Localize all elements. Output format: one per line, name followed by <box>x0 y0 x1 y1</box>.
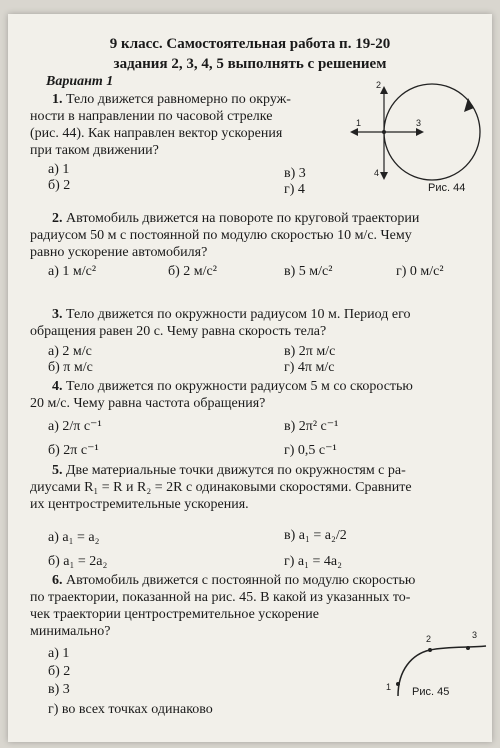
question-text: Тело движется по окружности радиусом 10 м. Период его <box>66 307 411 322</box>
answer-option: а) a₁ = a₂ <box>48 530 100 545</box>
question-text: Автомобиль движется на повороте по круговой траектории <box>66 211 420 226</box>
question-text: по траектории, показанной на рис. 45. В какой из указанных то- <box>30 590 411 605</box>
answer-option: б) π м/с <box>48 360 93 375</box>
question-text: их центростремительные ускорения. <box>30 497 249 512</box>
answer-option: в) 2π м/с <box>284 344 336 359</box>
question-text: минимально? <box>30 624 111 639</box>
question-text: Тело движется по окружности радиусом 5 м со скоростью <box>66 379 413 394</box>
arrow-head-icon <box>416 128 424 136</box>
question-text: Автомобиль движется с постоянной по модулю скоростью <box>66 573 416 588</box>
answer-option: а) 1 <box>48 646 70 661</box>
answer-option: а) 2/π с⁻¹ <box>48 419 102 434</box>
figure-label: 2 <box>376 80 382 90</box>
question-number: 1. <box>52 92 63 107</box>
answer-option: в) a₁ = a₂/2 <box>284 528 347 543</box>
answer-option: а) 2 м/с <box>48 344 92 359</box>
answer-option: г) 4 <box>284 182 305 197</box>
figure-label: 1 <box>356 118 362 128</box>
trajectory-point <box>466 646 470 650</box>
figure-label: 2 <box>426 634 432 644</box>
question-text: Две материальные точки движутся по окружностям с ра- <box>66 463 406 478</box>
question-text: диусами R₁ = R и R₂ = 2R с одинаковыми скоростями. Сравните <box>30 480 412 495</box>
arrow-head-icon <box>380 172 388 180</box>
figure-label: 3 <box>472 630 478 640</box>
answer-option: б) 2 <box>48 664 71 679</box>
trajectory-point <box>396 682 400 686</box>
answer-option: а) 1 <box>48 162 70 177</box>
figure-label: 4 <box>374 168 380 178</box>
question-text: равно ускорение автомобиля? <box>30 245 208 260</box>
figure-label: 3 <box>416 118 422 128</box>
question-text: обращения равен 20 с. Чему равна скорость тела? <box>30 324 327 339</box>
body-point <box>382 130 386 134</box>
title-line-1: 9 класс. Самостоятельная работа п. 19-20 <box>109 36 391 52</box>
question-number: 4. <box>52 379 63 394</box>
title-line-2: задания 2, 3, 4, 5 выполнять с решением <box>113 56 387 72</box>
arrow-head-icon <box>350 128 358 136</box>
answer-option: б) a₁ = 2a₂ <box>48 554 108 569</box>
answer-option: г) во всех точках одинаково <box>48 702 213 717</box>
question-text: при таком движении? <box>30 143 159 158</box>
question-text: радиусом 50 м с постоянной по модулю скоростью 10 м/с. Чему <box>30 228 412 243</box>
figure-44-diagram <box>344 78 490 206</box>
answer-option: г) 4π м/с <box>284 360 335 375</box>
question-number: 5. <box>52 463 63 478</box>
answer-option: в) 3 <box>48 682 70 697</box>
answer-option: в) 3 <box>284 166 306 181</box>
question-text: ности в направлении по часовой стрелке <box>30 109 273 124</box>
question-text: (рис. 44). Как направлен вектор ускорения <box>30 126 283 141</box>
question-text: 20 м/с. Чему равна частота обращения? <box>30 396 266 411</box>
answer-option: в) 5 м/с² <box>284 264 333 279</box>
clockwise-arrow-icon <box>464 98 474 112</box>
figure-44-caption: Рис. 44 <box>428 182 466 194</box>
question-number: 6. <box>52 573 63 588</box>
question-number: 3. <box>52 307 63 322</box>
question-number: 2. <box>52 211 63 226</box>
figure-45-caption: Рис. 45 <box>412 686 450 698</box>
figure-label: 1 <box>386 682 392 692</box>
answer-option: б) 2 м/с² <box>168 264 217 279</box>
answer-option: г) 0,5 с⁻¹ <box>284 443 337 458</box>
arrow-head-icon <box>380 86 388 94</box>
question-text: чек траектории центростремительное ускорение <box>30 607 320 622</box>
answer-option: а) 1 м/с² <box>48 264 97 279</box>
variant-label: Вариант 1 <box>46 74 114 89</box>
worksheet-page <box>8 14 492 742</box>
answer-option: в) 2π² с⁻¹ <box>284 419 339 434</box>
answer-option: б) 2π с⁻¹ <box>48 443 99 458</box>
question-text: Тело движется равномерно по окруж- <box>66 92 291 107</box>
answer-option: б) 2 <box>48 178 71 193</box>
answer-option: г) 0 м/с² <box>396 264 444 279</box>
trajectory-point <box>428 648 432 652</box>
answer-option: г) a₁ = 4a₂ <box>284 554 342 569</box>
